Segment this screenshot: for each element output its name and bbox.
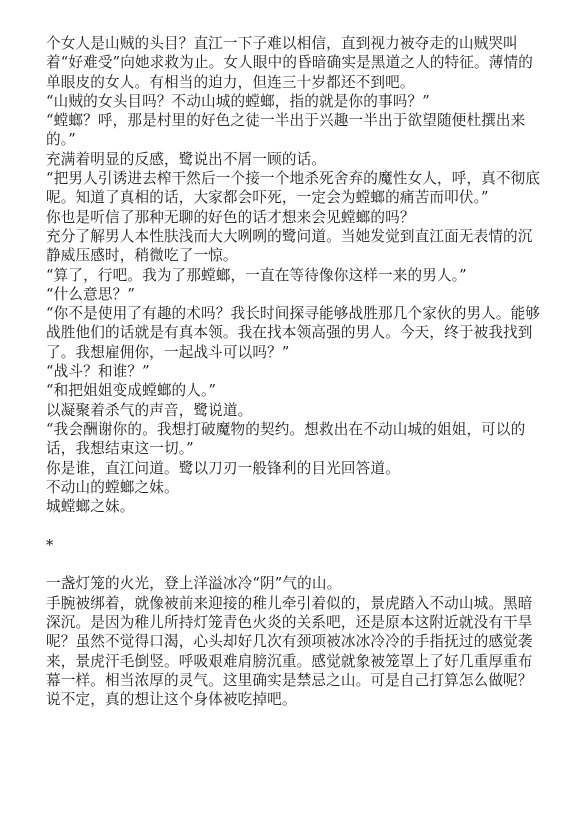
paragraph: 充满着明显的反感，鹭说出不屑一顾的话。 — [46, 150, 327, 168]
paragraph: 你是谁，直江问道。鹭以刀刃一般锋利的目光回答道。 — [46, 459, 400, 477]
paragraph: 不动山的螳螂之妹。 — [46, 478, 179, 496]
paragraph: “和把姐姐变成螳螂的人。” — [46, 382, 217, 400]
paragraph: “把男人引诱进去榨干然后一个接一个地杀死舍弃的魔性女人，呼，真不彻底呢。知道了真相的话，大家都会吓死，一定会为螳螂的痛苦而叩伏。” — [46, 170, 541, 207]
paragraph: “你不是使用了有趣的术吗？我长时间探寻能够战胜那几个家伙的男人。能够战胜他们的话就是有真本领。我在找本领高强的男人。今天，终于被我找到了。我想雇佣你，一起战斗可以吗？” — [46, 305, 541, 361]
paragraph: “我会酬谢你的。我想打破魔物的契约。想救出在不动山城的姐姐，可以的话，我想结束这一切。” — [46, 420, 526, 458]
paragraph: 城螳螂之妹。 — [46, 498, 135, 516]
paragraph: 手腕被绑着，就像被前来迎接的稚儿牵引着似的，景虎踏入不动山城。黑暗深沉。是因为稚儿所持灯笼青色火炎的关系吧，还是原本这附近就没有干旱呢？虽然不觉得口渴，心头却好几次有颈项被冰冰冷冷的手指抚过的感觉袭来，景虎汗毛倒竖。呼吸艰难肩膀沉重。感觉就象被笼罩上了好几重厚重布幕一样。相当浓厚的灵气。这里确实是禁忌之山。可是自己打算怎么做呢？说不定，真的想让这个身体被吃掉吧。 — [46, 594, 533, 709]
section-one — [46, 34, 546, 516]
section-separator: * — [46, 536, 54, 554]
paragraph: 充分了解男人本性肤浅而大大咧咧的鹭问道。当她发觉到直江面无表情的沉静威压感时，稍微吃了一惊。 — [46, 227, 533, 265]
paragraph: 你也是听信了那种无聊的好色的话才想来会见螳螂的吗？ — [46, 208, 415, 226]
section-two — [46, 574, 546, 709]
paragraph: “算了，行吧。我为了那螳螂，一直在等待像你这样一来的男人。” — [46, 266, 467, 284]
document-page — [46, 34, 546, 709]
paragraph: 一盏灯笼的火光，登上洋溢冰冷“阴”气的山。 — [46, 575, 342, 593]
blank-line — [46, 516, 546, 535]
paragraph: 个女人是山贼的头目？直江一下子难以相信，直到视力被夺走的山贼哭叫着“好难受”向她求救为止。女人眼中的昏暗确实是黑道之人的特征。薄情的单眼皮的女人。有相当的迫力，但连三十岁都还不到吧。 — [46, 35, 534, 91]
paragraph: “战斗？和谁？” — [46, 363, 150, 381]
paragraph: “螳螂？呼，那是村里的好色之徒一半出于兴趣一半出于欲望随便杜撰出来的。” — [46, 112, 526, 149]
paragraph: “山贼的女头目吗？不动山城的螳螂，指的就是你的事吗？” — [46, 92, 430, 110]
paragraph: “什么意思？” — [46, 285, 135, 303]
paragraph: 以凝聚着杀气的声音，鹭说道。 — [46, 401, 253, 419]
blank-line — [46, 555, 546, 574]
